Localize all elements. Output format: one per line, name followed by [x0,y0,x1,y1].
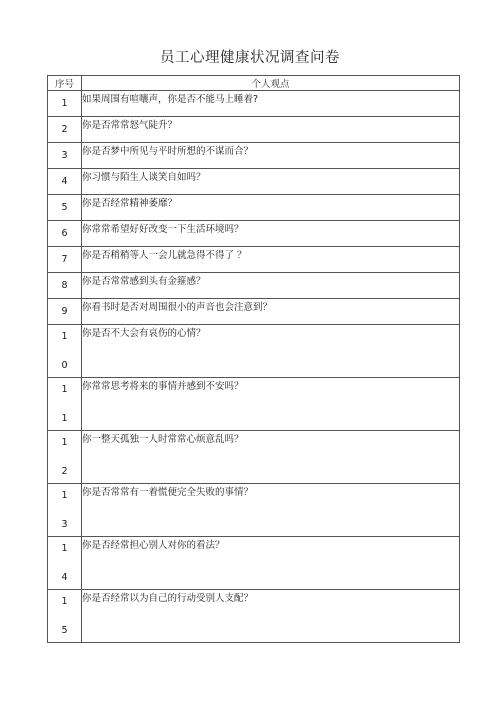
table-row [48,195,460,221]
table-row [48,378,460,431]
row-number: 7 [48,247,82,273]
question-text[interactable]: 你是否经常以为自己的行动受别人支配？ [82,590,460,643]
question-text[interactable]: 你是否常常有一着慌便完全失败的事情？ [82,484,460,537]
question-text[interactable]: 你是否经常担心别人对你的看法？ [82,537,460,590]
table-row [48,484,460,537]
question-text[interactable]: 你是否不大会有哀伤的心情？ [82,325,460,378]
question-text[interactable]: 你常常希望好好改变一下生活环境吗？ [82,221,460,247]
question-text[interactable]: 你看书时是否对周围很小的声音也会注意到？ [82,299,460,325]
header-seq: 序号 [48,76,82,91]
table-row [48,325,460,378]
question-text[interactable]: 你是否稍稍等人一会儿就急得不得了 ？ [82,247,460,273]
row-number [48,484,82,537]
table-row [48,221,460,247]
row-number-digit-1: 1 [61,490,68,501]
row-number-digit-1: 1 [61,331,68,342]
table-row [48,590,460,643]
survey-table [47,75,460,643]
row-number: 5 [48,195,82,221]
table-row [48,247,460,273]
row-number [48,378,82,431]
question-text[interactable]: 你一整天孤独一人时常常心烦意乱吗？ [82,431,460,484]
row-number: 6 [48,221,82,247]
row-number [48,590,82,643]
table-row [48,169,460,195]
row-number: 3 [48,143,82,169]
row-number-digit-2: 3 [61,519,68,530]
table-row [48,299,460,325]
question-text[interactable]: 你是否常常感到头有金箍感？ [82,273,460,299]
row-number: 2 [48,117,82,143]
question-text[interactable]: 你是否梦中所见与平时所想的不谋而合？ [82,143,460,169]
row-number-digit-2: 2 [61,466,68,477]
row-number [48,537,82,590]
table-row [48,273,460,299]
row-number-digit-2: 1 [61,413,68,424]
question-text[interactable]: 你习惯与陌生人谈笑自如吗？ [82,169,460,195]
row-number-digit-2: 4 [61,572,68,583]
row-number: 1 [48,91,82,117]
question-text[interactable]: 如果周围有喧嚷声，你是否不能马上睡着? [82,91,460,117]
row-number-digit-1: 1 [61,437,68,448]
table-row [48,431,460,484]
table-row [48,117,460,143]
row-number-digit-1: 1 [61,596,68,607]
row-number: 8 [48,273,82,299]
row-number [48,431,82,484]
header-opinion: 个人观点 [82,76,460,91]
row-number-digit-2: 5 [61,625,68,636]
table-row [48,91,460,117]
row-number-digit-1: 1 [61,543,68,554]
question-text[interactable]: 你是否经常精神萎靡？ [82,195,460,221]
table-row [48,143,460,169]
page-title: 员工心理健康状况调查问卷 [160,50,340,66]
table-header-row [48,76,460,91]
row-number-digit-2: 0 [61,360,68,371]
row-number: 9 [48,299,82,325]
row-number: 4 [48,169,82,195]
row-number [48,325,82,378]
row-number-digit-1: 1 [61,384,68,395]
question-text[interactable]: 你常常思考将来的事情并感到不安吗？ [82,378,460,431]
table-row [48,537,460,590]
question-text[interactable]: 你是否常常怒气陡升？ [82,117,460,143]
